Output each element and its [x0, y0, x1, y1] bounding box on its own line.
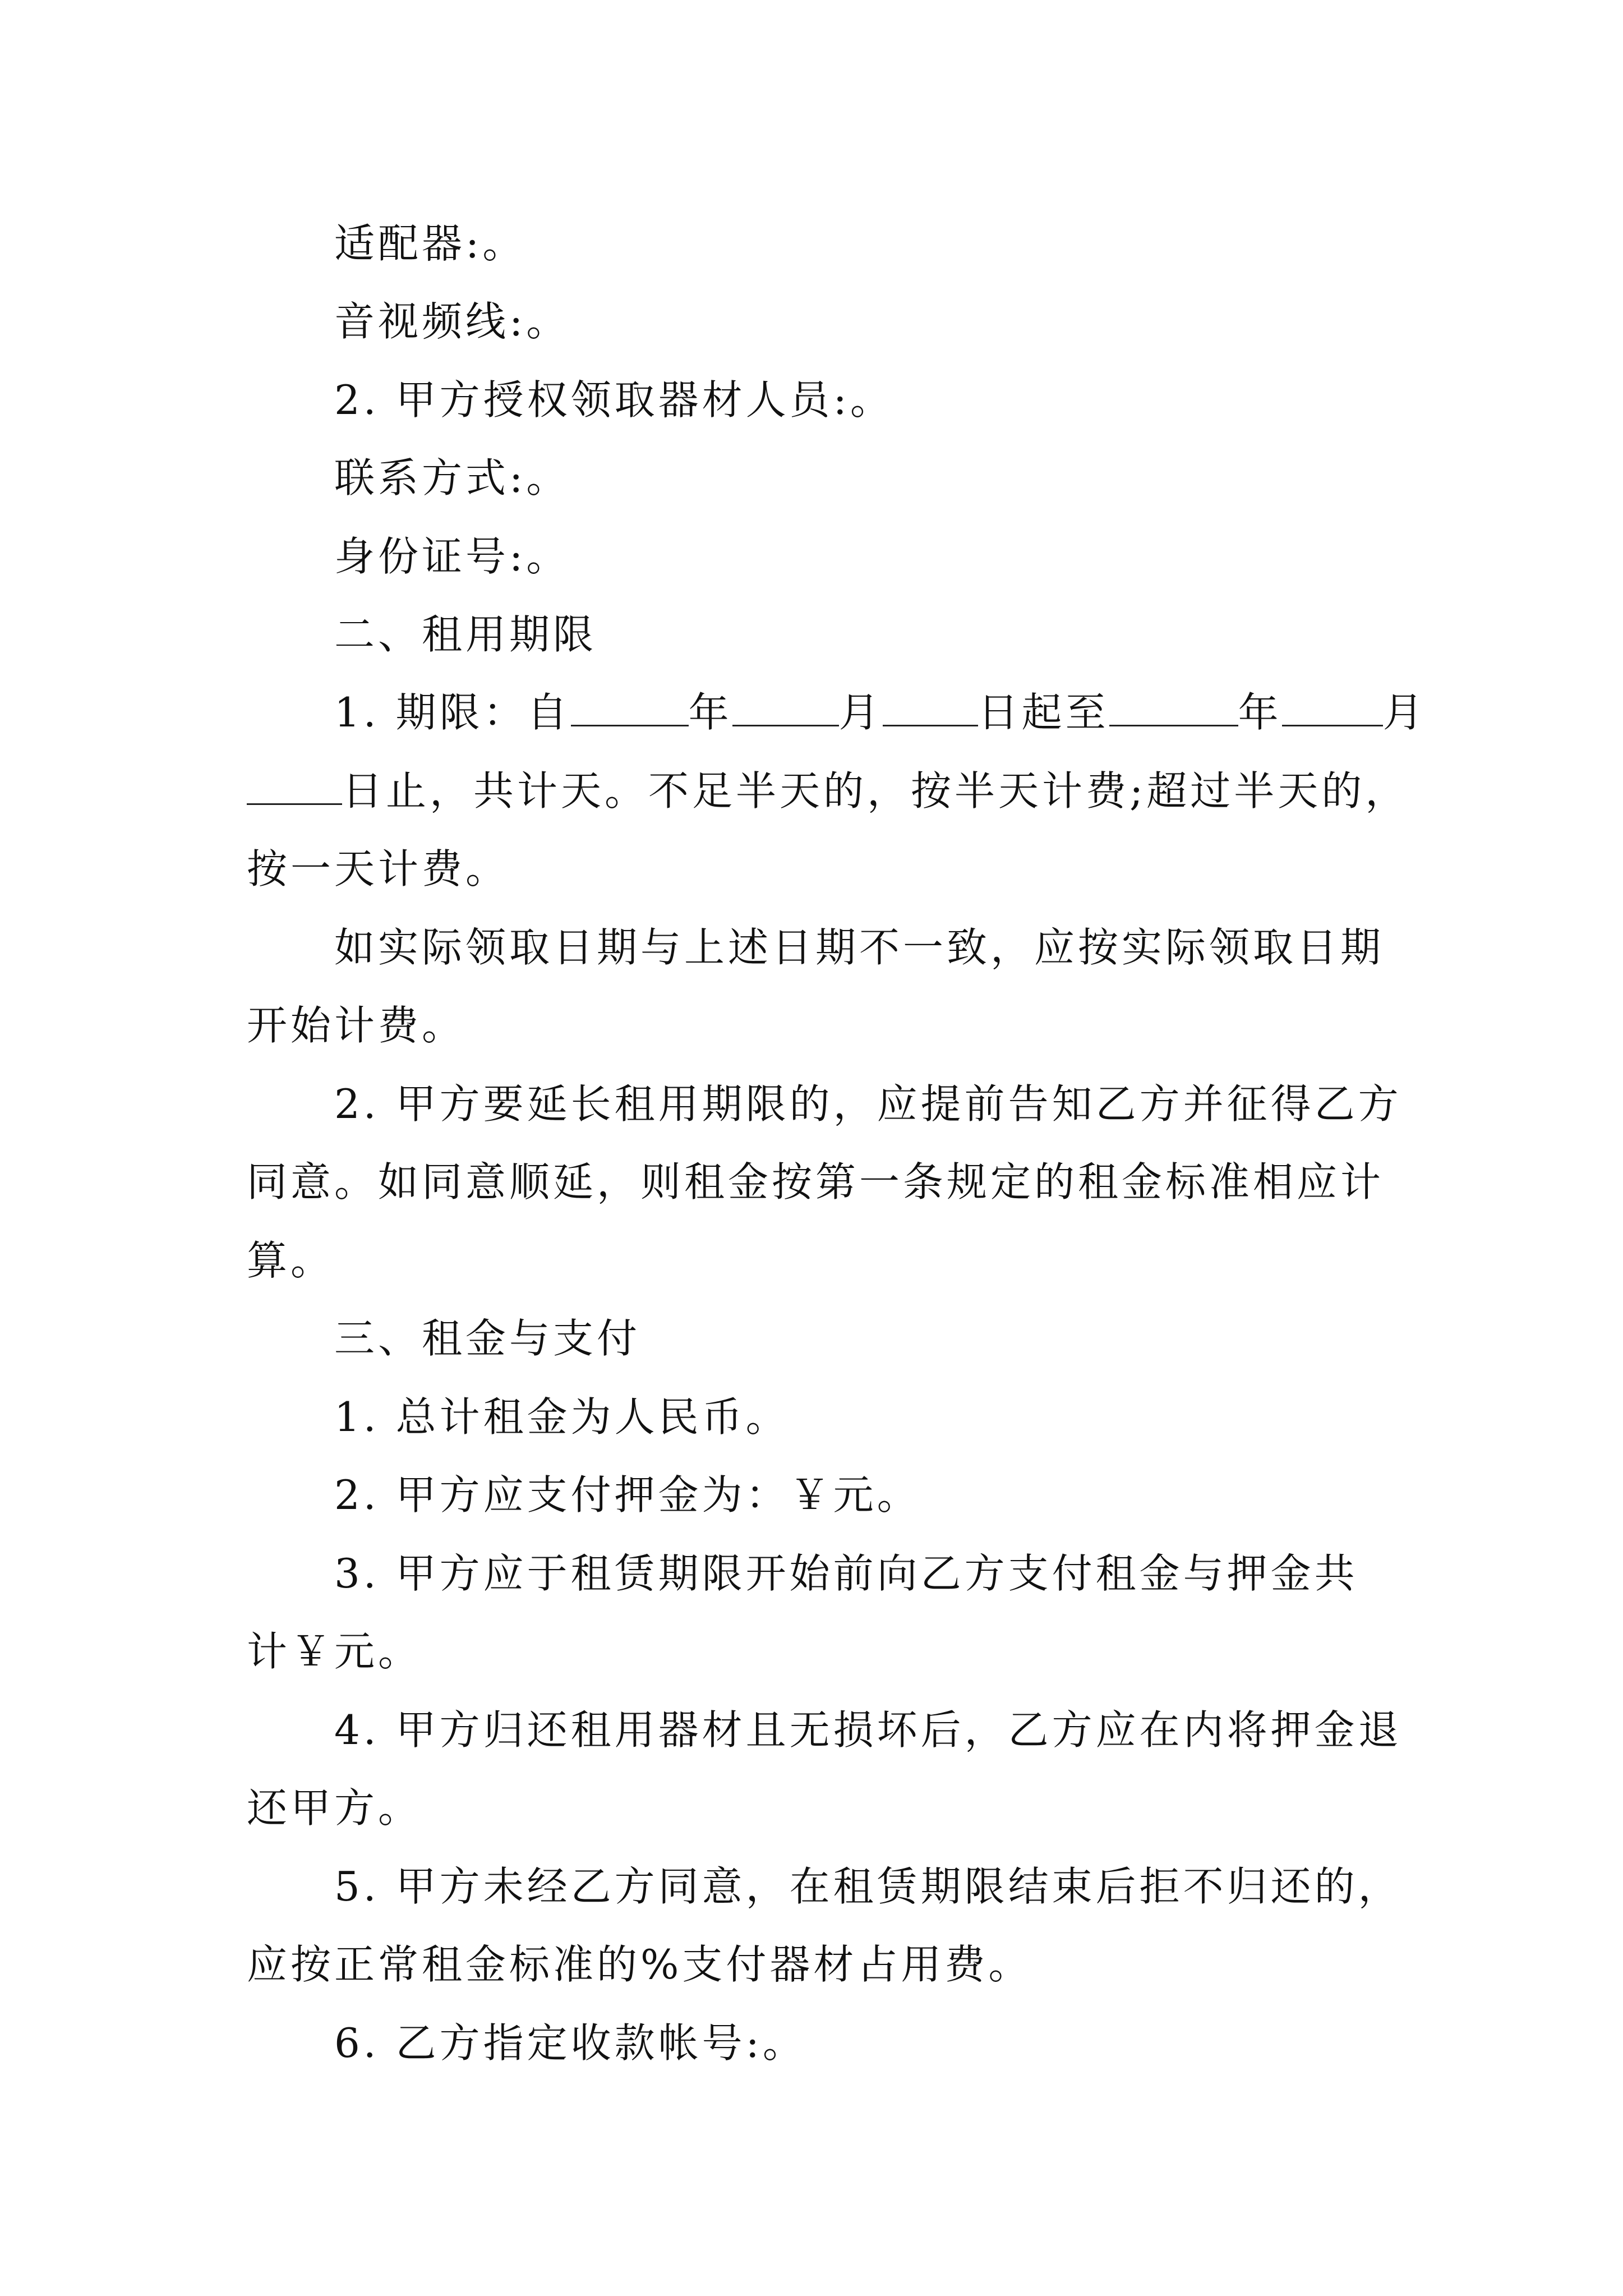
text-segment: 月 [1382, 689, 1427, 736]
text-segment: 1. 期限：自 [334, 689, 571, 736]
text-line: 计￥元。 [247, 1628, 422, 1675]
blank-field [571, 685, 689, 726]
text-line: 同意。如同意顺延，则租金按第一条规定的租金标准相应计 [247, 1158, 1385, 1205]
blank-field [247, 764, 342, 805]
text-line: 开始计费。 [247, 1002, 466, 1049]
text-line: 2. 甲方应支付押金为：￥元。 [334, 1471, 921, 1519]
text-line-period [334, 685, 1484, 739]
blank-field [883, 685, 978, 726]
blank-field [1109, 685, 1238, 726]
text-line: 4. 甲方归还租用器材且无损坏后，乙方应在内将押金退 [334, 1706, 1402, 1754]
text-line: 还甲方。 [247, 1784, 422, 1832]
text-line: 应按正常租金标准的%支付器材占用费。 [247, 1941, 1032, 1988]
text-line: 适配器:。 [334, 220, 527, 267]
text-segment: 日止，共计天。不足半天的，按半天计费;超过半天的， [342, 767, 1409, 815]
text-line: 3. 甲方应于租赁期限开始前向乙方支付租金与押金共 [334, 1550, 1358, 1597]
text-segment: 年 [1238, 689, 1282, 736]
text-line [247, 764, 1409, 818]
blank-field [1282, 685, 1383, 726]
section-heading: 三、租金与支付 [334, 1315, 641, 1362]
text-segment: 年 [688, 689, 732, 736]
section-heading: 二、租用期限 [334, 611, 597, 658]
text-line: 2. 甲方要延长租用期限的，应提前告知乙方并征得乙方 [334, 1080, 1402, 1128]
text-segment: 日起至 [978, 689, 1109, 736]
text-segment: 月 [838, 689, 883, 736]
text-line: 音视频线:。 [334, 298, 570, 345]
text-line: 2. 甲方授权领取器材人员:。 [334, 376, 894, 424]
text-line: 按一天计费。 [247, 845, 510, 892]
text-line: 5. 甲方未经乙方同意，在租赁期限结束后拒不归还的， [334, 1863, 1402, 1910]
text-line: 算。 [247, 1237, 335, 1284]
text-line: 联系方式:。 [334, 454, 570, 501]
text-line: 6. 乙方指定收款帐号:。 [334, 2019, 806, 2067]
blank-field [732, 685, 839, 726]
text-line: 如实际领取日期与上述日期不一致，应按实际领取日期 [334, 924, 1385, 971]
text-line: 身份证号:。 [334, 533, 570, 580]
text-line: 1. 总计租金为人民币。 [334, 1393, 790, 1441]
